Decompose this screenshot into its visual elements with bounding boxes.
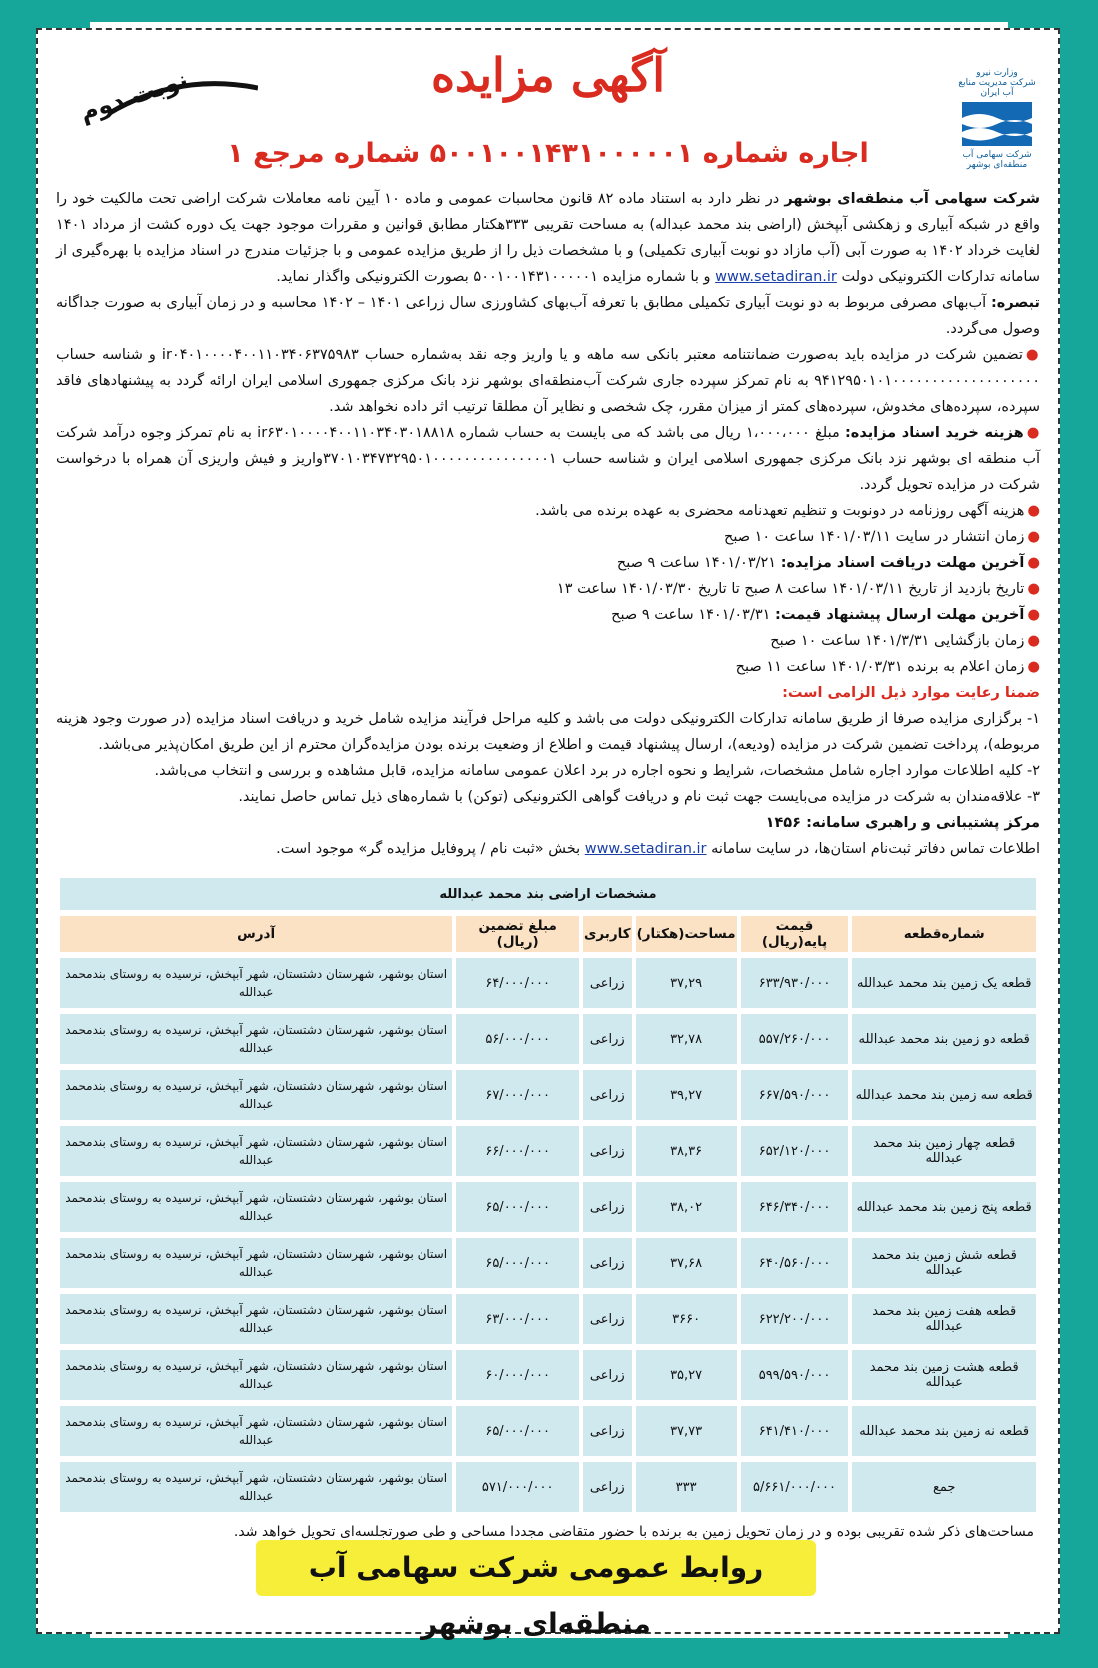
bullet-icon: ● [1027, 633, 1040, 649]
table-cell: زراعی [583, 1462, 632, 1512]
note-text: آب‌بهای مصرفی مربوط به دو نوبت آبیاری تکمیلی مطابق با تعرفه آب‌بهای کشاورزی سال زراعی ۱۴۰۱ – ۱۴۰۲ محاسبه و در زمان آبیاری به صورت جداگانه وصول می‌گردد. [56, 295, 1040, 337]
table-caption: مشخصات اراضی بند محمد عبدالله [60, 878, 1036, 910]
guarantee-paragraph [56, 342, 1040, 420]
bullet-icon: ● [1027, 607, 1040, 623]
requirements-heading: ضمنا رعایت موارد ذیل الزامی است: [782, 685, 1040, 701]
table-cell: زراعی [583, 1294, 632, 1344]
table-cell: استان بوشهر، شهرستان دشتستان، شهر آبپخش، نرسیده به روستای بندمحمد عبدالله [60, 1462, 452, 1512]
header-guarantee: مبلغ تضمین (ریال) [456, 916, 579, 952]
bullet-icon: ● [1025, 347, 1040, 363]
table-cell: استان بوشهر، شهرستان دشتستان، شهر آبپخش، نرسیده به روستای بندمحمد عبدالله [60, 1126, 452, 1176]
note-paragraph [56, 290, 1040, 342]
table-cell: ۶۴/۰۰۰/۰۰۰ [456, 958, 579, 1008]
table-cell: زراعی [583, 1182, 632, 1232]
table-cell: زراعی [583, 1014, 632, 1064]
table-cell: ۳۹,۲۷ [636, 1070, 737, 1120]
list-item [56, 576, 1040, 602]
requirement-1: ۱- برگزاری مزایده صرفا از طریق سامانه تدارکات الکترونیکی دولت می باشد و کلیه مراحل فرآیند مزایده شامل خرید و دریافت اسناد مزایده (در صورت وجود هزینه مربوطه)، پرداخت تضمین شرکت در مزایده (ودیعه)، ارسال پیشنهاد قیمت و اطلاع از وضعیت برنده بودن مزایده‌گران محترم از این طریق امکان‌پذیر می‌باشد. [56, 711, 1040, 753]
table-body [60, 958, 1036, 1512]
bullet-icon: ● [1027, 659, 1040, 675]
table-cell: استان بوشهر، شهرستان دشتستان، شهر آبپخش، نرسیده به روستای بندمحمد عبدالله [60, 1238, 452, 1288]
announcement-body [48, 186, 1048, 862]
table-cell: قطعه نه زمین بند محمد عبدالله [852, 1406, 1036, 1456]
table-cell: قطعه شش زمین بند محمد عبدالله [852, 1238, 1036, 1288]
requirement-3: ۳- علاقه‌مندان به شرکت در مزایده می‌بایست جهت ثبت نام و دریافت گواهی الکترونیکی (توکن) با شماره‌های ذیل تماس حاصل نمایند. [238, 789, 1040, 805]
bullet-icon: ● [1027, 529, 1040, 545]
area-footnote: مساحت‌های ذکر شده تقریبی بوده و در زمان تحویل زمین به برنده با حضور متقاضی مجددا مساحی و طی صورتجلسه‌ای تحویل خواهد شد. [233, 1524, 1034, 1540]
table-cell: ۶۵۲/۱۲۰/۰۰۰ [741, 1126, 849, 1176]
table-row [60, 1238, 1036, 1288]
header [48, 38, 1048, 186]
list-item [56, 602, 1040, 628]
table-cell: زراعی [583, 1126, 632, 1176]
table-cell: ۵۷۱/۰۰۰/۰۰۰ [456, 1462, 579, 1512]
docs-cost-label: هزینه خرید اسناد مزایده: [844, 425, 1024, 441]
list-item [56, 550, 1040, 576]
table-cell: ۳۸,۰۲ [636, 1182, 737, 1232]
table-row [60, 1294, 1036, 1344]
table-cell: ۳۸,۳۶ [636, 1126, 737, 1176]
list-item [56, 628, 1040, 654]
page-title: آگهی مزایده [430, 48, 666, 102]
list-item-text: زمان بازگشایی ۱۴۰۱/۳/۳۱ ساعت ۱۰ صبح [770, 633, 1025, 649]
setadiran-link[interactable]: www.setadiran.ir [715, 269, 837, 285]
header-area: مساحت(هکتار) [636, 916, 737, 952]
land-table [56, 872, 1040, 1518]
list-item-text: ۱۴۰۱/۰۳/۳۱ ساعت ۹ صبح [611, 607, 776, 623]
header-address: آدرس [60, 916, 452, 952]
setadiran-link[interactable]: www.setadiran.ir [584, 841, 707, 857]
tender-subtitle: اجاره شماره ۵۰۰۱۰۰۱۴۳۱۰۰۰۰۰۱ شماره مرجع ۱ [227, 138, 869, 169]
contact-text-2: بخش «ثبت نام / پروفایل مزایده گر» موجود است. [276, 841, 585, 857]
table-cell: ۶۴۰/۵۶۰/۰۰۰ [741, 1238, 849, 1288]
table-cell: استان بوشهر، شهرستان دشتستان، شهر آبپخش، نرسیده به روستای بندمحمد عبدالله [60, 1350, 452, 1400]
table-cell: ۶۵/۰۰۰/۰۰۰ [456, 1238, 579, 1288]
table-cell: استان بوشهر، شهرستان دشتستان، شهر آبپخش، نرسیده به روستای بندمحمد عبدالله [60, 1406, 452, 1456]
table-cell: قطعه پنج زمین بند محمد عبدالله [852, 1182, 1036, 1232]
table-cell: ۶۷/۰۰۰/۰۰۰ [456, 1070, 579, 1120]
bullet-icon: ● [1027, 555, 1040, 571]
guarantee-text: تضمین شرکت در مزایده باید به‌صورت ضمانتنامه معتبر بانکی سه ماهه و یا واریز وجه نقد به‌شماره حساب ir۰۴۰۱۰۰۰۰۴۰۰۱۱۰۳۴۰۶۳۷۵۹۸۳ و شناسه حساب ۹۴۱۲۹۵۰۱۰۱۰۰۰۰۰۰۰۰۰۰۰۰۰۰۰۰۰۰۰ به نام تمرکز سپرده جاری شرکت آب‌منطقه‌ای بوشهر نزد بانک مرکزی جمهوری اسلامی ایران ارائه گردد به پیشنهادهای فاقد سپرده، سپرده‌های مخدوش، سپرده‌های کمتر از میزان مقرر، چک شخصی و نظایر آن مطلقا ترتیب اثر داده نخواهد شد. [56, 347, 1040, 415]
table-cell: ۳۷,۷۳ [636, 1406, 737, 1456]
logo-text-bottom: شرکت سهامی آب منطقه‌ای بوشهر [962, 150, 1032, 170]
logo-text-top: وزارت نیرو [976, 68, 1018, 78]
table-cell: ۵۶/۰۰۰/۰۰۰ [456, 1014, 579, 1064]
table-cell: ۶۴۶/۳۴۰/۰۰۰ [741, 1182, 849, 1232]
table-cell: قطعه هشت زمین بند محمد عبدالله [852, 1350, 1036, 1400]
support-center: مرکز پشتیبانی و راهبری سامانه: ۱۴۵۶ [765, 815, 1040, 831]
table-cell: ۶۲۲/۲۰۰/۰۰۰ [741, 1294, 849, 1344]
list-item-bold: آخرین مهلت ارسال پیشنهاد قیمت: [775, 607, 1025, 623]
table-cell: قطعه هفت زمین بند محمد عبدالله [852, 1294, 1036, 1344]
table-cell: قطعه دو زمین بند محمد عبدالله [852, 1014, 1036, 1064]
table-cell: ۵۹۹/۵۹۰/۰۰۰ [741, 1350, 849, 1400]
table-cell: زراعی [583, 1070, 632, 1120]
table-cell: استان بوشهر، شهرستان دشتستان، شهر آبپخش، نرسیده به روستای بندمحمد عبدالله [60, 1294, 452, 1344]
table-cell: ۵/۶۶۱/۰۰۰/۰۰۰ [741, 1462, 849, 1512]
table-cell: استان بوشهر، شهرستان دشتستان، شهر آبپخش، نرسیده به روستای بندمحمد عبدالله [60, 1014, 452, 1064]
header-usage: کاربری [583, 916, 632, 952]
table-cell: ۶۳/۰۰۰/۰۰۰ [456, 1294, 579, 1344]
table-row [60, 1182, 1036, 1232]
bullet-icon: ● [1026, 425, 1040, 441]
table-row [60, 958, 1036, 1008]
bullet-icon: ● [1027, 503, 1040, 519]
table-cell: استان بوشهر، شهرستان دشتستان، شهر آبپخش، نرسیده به روستای بندمحمد عبدالله [60, 1182, 452, 1232]
table-cell: ۶۶۷/۵۹۰/۰۰۰ [741, 1070, 849, 1120]
table-row [60, 1406, 1036, 1456]
contact-text-1: اطلاعات تماس دفاتر ثبت‌نام استان‌ها، در سایت سامانه [706, 841, 1040, 857]
table-cell: استان بوشهر، شهرستان دشتستان، شهر آبپخش، نرسیده به روستای بندمحمد عبدالله [60, 1070, 452, 1120]
docs-cost-text: مبلغ ۱،۰۰۰،۰۰۰ ریال می باشد که می بایست به حساب شماره ir۶۳۰۱۰۰۰۰۴۰۰۱۱۰۳۴۰۳۰۱۸۸۱۸ به نام تمرکز وجوه درآمد شرکت آب منطقه ای بوشهر نزد بانک مرکزی جمهوری اسلامی ایران و شناسه حساب ۳۷۰۱۰۳۴۷۳۲۹۵۰۱۰۰۰۰۰۰۰۰۰۰۰۰۰۰۰۱واریز و فیش واریزی آن همراه با درخواست شرکت در مزایده تحویل گردد. [56, 425, 1040, 493]
table-cell: ۵۵۷/۲۶۰/۰۰۰ [741, 1014, 849, 1064]
table-cell: ۶۶/۰۰۰/۰۰۰ [456, 1126, 579, 1176]
footer-banner: روابط عمومی شرکت سهامی آب منطقه‌ای بوشهر [256, 1540, 816, 1596]
bullet-icon: ● [1027, 581, 1040, 597]
table-cell: قطعه چهار زمین بند محمد عبدالله [852, 1126, 1036, 1176]
table-cell: ۳۷,۲۹ [636, 958, 737, 1008]
list-item-bold: آخرین مهلت دریافت اسناد مزایده: [780, 555, 1025, 571]
table-cell: ۳۲,۷۸ [636, 1014, 737, 1064]
table-row [60, 1014, 1036, 1064]
table-row [60, 1462, 1036, 1512]
top-teal-bar [0, 0, 1098, 22]
land-table-wrapper [56, 872, 1040, 1518]
list-item [56, 654, 1040, 680]
table-cell: زراعی [583, 1238, 632, 1288]
table-cell: زراعی [583, 1406, 632, 1456]
header-plot: شماره‌قطعه [852, 916, 1036, 952]
table-cell: ۳۷,۶۸ [636, 1238, 737, 1288]
table-row [60, 1350, 1036, 1400]
list-item-text: هزینه آگهی روزنامه در دونوبت و تنظیم تعهدنامه محضری به عهده برنده می باشد. [535, 503, 1025, 519]
table-cell: ۳۵,۲۷ [636, 1350, 737, 1400]
table-cell: ۶۴۱/۴۱۰/۰۰۰ [741, 1406, 849, 1456]
note-label: تبصره: [990, 295, 1040, 311]
company-name: شرکت سهامی آب منطقه‌ای بوشهر [784, 191, 1040, 207]
docs-cost-paragraph [56, 420, 1040, 498]
list-item [56, 498, 1040, 524]
intro-text-2: و با شماره مزایده ۵۰۰۱۰۰۱۴۳۱۰۰۰۰۰۱ بصورت الکترونیکی واگذار نماید. [276, 269, 716, 285]
list-item [56, 524, 1040, 550]
intro-text-1: در نظر دارد به استناد ماده ۸۲ قانون محاسبات عمومی و ماده ۱۰ آیین نامه معاملات شرکت اراضی تحت مالکیت خود را واقع در شبکه آبیاری و زهکشی آبپخش (اراضی بند محمد عبداله) به مساحت تقریبی ۳۳۳هکتار مطابق قوانین و مقررات موجود جهت یک دوره کشت از مرداد ۱۴۰۱ لغایت خرداد ۱۴۰۲ به صورت آبی (آب مازاد دو نوبت آبیاری تکمیلی) و با مشخصات ذیل را از طریق مزایده عمومی و با جزئیات مندرج در اسناد مزایده با بهره‌گیری از سامانه تدارکات الکترونیکی دولت [56, 191, 1040, 285]
logo-text-mid: شرکت مدیریت منابع آب ایران [958, 78, 1036, 98]
table-cell: استان بوشهر، شهرستان دشتستان، شهر آبپخش، نرسیده به روستای بندمحمد عبدالله [60, 958, 452, 1008]
requirement-2: ۲- کلیه اطلاعات موارد اجاره شامل مشخصات، شرایط و نحوه اجاره در برد اعلان عمومی سامانه مزایده، قابل مشاهده و بررسی و انتخاب می‌باشد. [154, 763, 1040, 779]
table-cell: ۳۳۳ [636, 1462, 737, 1512]
round-label: نوبت دوم [76, 65, 192, 127]
table-cell: قطعه یک زمین بند محمد عبدالله [852, 958, 1036, 1008]
table-cell: ۶۵/۰۰۰/۰۰۰ [456, 1406, 579, 1456]
contact-paragraph [56, 836, 1040, 862]
intro-paragraph [56, 186, 1040, 290]
list-item-text: زمان اعلام به برنده ۱۴۰۱/۰۳/۳۱ ساعت ۱۱ صبح [735, 659, 1025, 675]
table-row [60, 1126, 1036, 1176]
table-cell: زراعی [583, 958, 632, 1008]
announcement-page [36, 28, 1060, 1634]
table-cell: ۳۶۶۰ [636, 1294, 737, 1344]
table-cell: قطعه سه زمین بند محمد عبدالله [852, 1070, 1036, 1120]
table-cell: جمع [852, 1462, 1036, 1512]
table-cell: ۶۵/۰۰۰/۰۰۰ [456, 1182, 579, 1232]
table-cell: ۶۳۳/۹۳۰/۰۰۰ [741, 958, 849, 1008]
list-item-text: تاریخ بازدید از تاریخ ۱۴۰۱/۰۳/۱۱ ساعت ۸ صبح تا تاریخ ۱۴۰۱/۰۳/۳۰ ساعت ۱۳ [556, 581, 1025, 597]
header-base-price: قیمت پایه(ریال) [741, 916, 849, 952]
list-item-text: ۱۴۰۱/۰۳/۲۱ ساعت ۹ صبح [616, 555, 781, 571]
list-item-text: زمان انتشار در سایت ۱۴۰۱/۰۳/۱۱ ساعت ۱۰ صبح [723, 529, 1025, 545]
table-cell: ۶۰/۰۰۰/۰۰۰ [456, 1350, 579, 1400]
table-cell: زراعی [583, 1350, 632, 1400]
table-row [60, 1070, 1036, 1120]
